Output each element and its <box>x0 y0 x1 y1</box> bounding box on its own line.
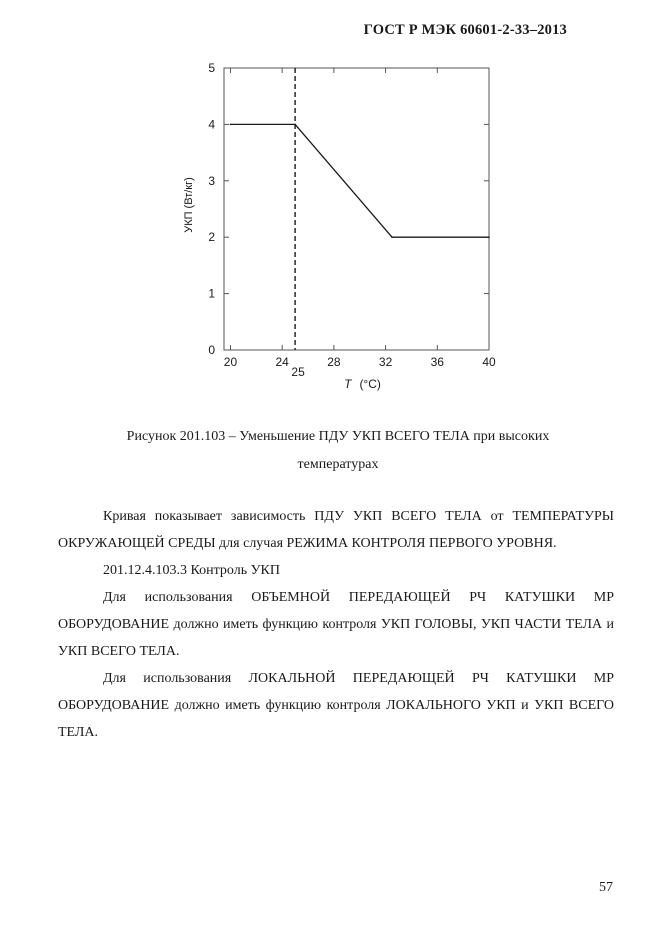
y-axis-label: УКП (Вт/кг) <box>183 177 195 233</box>
figure-caption-continuation: температурах <box>297 457 379 472</box>
paragraph-curve-description: Кривая показывает зависимость ПДУ УКП ВСЕГО ТЕЛА от ТЕМПЕРАТУРЫ ОКРУЖАЮЩЕЙ СРЕДЫ для случая РЕЖИМА КОНТРОЛЯ ПЕРВОГО УРОВНЯ. <box>58 509 614 551</box>
y-tick-label: 5 <box>208 61 215 75</box>
x-tick-label: 20 <box>223 355 238 369</box>
y-tick-label: 4 <box>208 117 215 132</box>
y-tick-label: 1 <box>208 286 215 301</box>
y-tick-label: 2 <box>208 230 215 245</box>
document-header: ГОСТ Р МЭК 60601-2-33–2013 <box>363 22 567 38</box>
page-number: 57 <box>599 880 613 895</box>
y-tick-label: 3 <box>208 173 215 188</box>
section-heading-sar-control: 201.12.4.103.3 Контроль УКП <box>103 563 280 578</box>
data-point <box>391 236 393 238</box>
sar-limit-series-line <box>230 124 489 237</box>
sar-temperature-chart <box>0 0 661 420</box>
plot-frame <box>224 68 489 350</box>
x-axis-unit: (°C) <box>359 377 381 391</box>
x-axis-label <box>344 377 381 391</box>
x-tick-label: 40 <box>482 355 496 369</box>
reference-line-label: 25 <box>291 365 305 379</box>
paragraph-volume-coil: Для использования ОБЪЕМНОЙ ПЕРЕДАЮЩЕЙ РЧ КАТУШКИ МР ОБОРУДОВАНИЕ должно иметь функцию контроля УКП ГОЛОВЫ, УКП ЧАСТИ ТЕЛА и УКП ВСЕГО ТЕЛА. <box>58 590 614 659</box>
x-axis-variable: T <box>344 377 352 391</box>
paragraph-local-coil: Для использования ЛОКАЛЬНОЙ ПЕРЕДАЮЩЕЙ РЧ КАТУШКИ МР ОБОРУДОВАНИЕ должно иметь функцию контроля ЛОКАЛЬНОГО УКП и УКП ВСЕГО ТЕЛА. <box>58 671 614 740</box>
x-tick-label: 24 <box>275 355 289 369</box>
x-tick-label: 32 <box>378 355 393 369</box>
body-text <box>58 503 614 746</box>
data-point <box>294 124 296 126</box>
x-tick-label: 36 <box>430 355 444 369</box>
data-point <box>230 124 232 126</box>
y-tick-label: 0 <box>208 343 215 357</box>
data-point <box>488 236 490 238</box>
figure-caption: Рисунок 201.103 – Уменьшение ПДУ УКП ВСЕГО ТЕЛА при высоких <box>126 429 550 444</box>
x-tick-label: 28 <box>327 355 341 369</box>
